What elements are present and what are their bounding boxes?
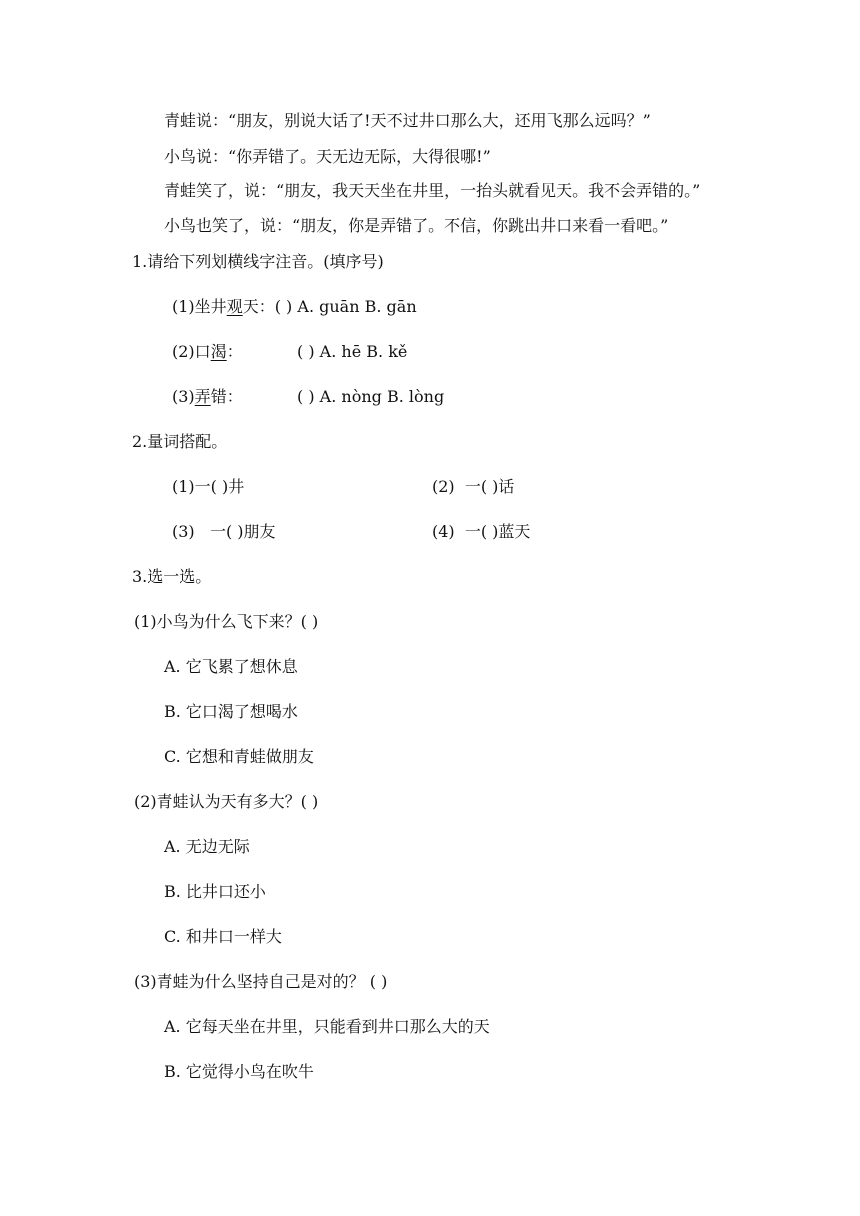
q1-item-3-answer: [297, 387, 444, 407]
item-number: (3): [172, 387, 195, 406]
option-b: B. lòng: [386, 387, 445, 406]
option-a: A. nòng: [319, 387, 382, 406]
q3-option[interactable]: A. 它飞累了想休息: [164, 657, 298, 676]
option-a: A. hē: [319, 342, 362, 361]
item-word-suffix: ：: [226, 342, 243, 361]
answer-blank[interactable]: ( ): [297, 342, 315, 361]
passage-line: 青蛙说：“朋友，别说大话了!天不过井口那么大，还用飞那么远吗？”: [164, 111, 651, 130]
measure-word-blank[interactable]: 一( )朋友: [209, 522, 276, 541]
q3-sub-question: (2)青蛙认为天有多大？( ): [134, 792, 319, 811]
passage-line: 青蛙笑了，说：“朋友，我天天坐在井里，一抬头就看见天。我不会弄错的。”: [164, 181, 701, 200]
q3-option[interactable]: B. 它口渴了想喝水: [164, 702, 298, 721]
q1-item-1: [172, 297, 417, 317]
q1-item-2: [172, 342, 243, 362]
measure-word-blank[interactable]: 一( )话: [464, 477, 515, 496]
question-1-title: 1.请给下列划横线字注音。(填序号): [132, 252, 384, 271]
q3-option[interactable]: A. 无边无际: [164, 837, 250, 856]
q2-item-1: [172, 477, 244, 497]
q1-item-3: [172, 387, 243, 407]
item-number: (2): [172, 342, 195, 361]
option-b: B. kě: [366, 342, 408, 361]
passage-line: 小鸟也笑了，说：“朋友，你是弄错了。不信，你跳出井口来看一看吧。”: [164, 216, 669, 235]
item-word-suffix: 天：: [242, 297, 275, 316]
item-number: (2): [432, 477, 455, 496]
measure-word-blank[interactable]: 一( )井: [194, 477, 245, 496]
item-word-prefix: 坐井: [194, 297, 227, 316]
answer-blank[interactable]: ( ): [274, 297, 293, 316]
q3-sub-question: (3)青蛙为什么坚持自己是对的？ ( ): [134, 972, 388, 991]
answer-blank[interactable]: ( ): [297, 387, 315, 406]
q2-item-3: [172, 522, 276, 542]
item-number: (1): [172, 477, 195, 496]
item-number: (3): [172, 522, 195, 541]
q3-option[interactable]: C. 和井口一样大: [164, 927, 282, 946]
q2-item-2: [432, 477, 514, 497]
underlined-char: 弄: [194, 387, 211, 406]
q2-item-4: [432, 522, 530, 542]
q3-sub-question: (1)小鸟为什么飞下来？( ): [134, 612, 319, 631]
q3-option[interactable]: B. 它觉得小鸟在吹牛: [164, 1062, 314, 1081]
question-3-title: 3.选一选。: [132, 567, 212, 586]
passage-line: 小鸟说：“你弄错了。天无边无际，大得很哪!”: [164, 147, 491, 166]
q3-option[interactable]: B. 比井口还小: [164, 882, 266, 901]
item-number: (1): [172, 297, 195, 316]
underlined-char: 观: [226, 297, 243, 316]
item-word-suffix: 错：: [210, 387, 243, 406]
q3-option[interactable]: A. 它每天坐在井里，只能看到井口那么大的天: [164, 1017, 490, 1036]
option-b: B. gān: [364, 297, 417, 316]
q3-option[interactable]: C. 它想和青蛙做朋友: [164, 747, 314, 766]
item-word-prefix: 口: [194, 342, 211, 361]
q1-item-2-answer: [297, 342, 407, 362]
measure-word-blank[interactable]: 一( )蓝天: [464, 522, 531, 541]
question-2-title: 2.量词搭配。: [132, 432, 228, 451]
item-number: (4): [432, 522, 455, 541]
option-a: A. guān: [297, 297, 360, 316]
underlined-char: 渴: [210, 342, 227, 361]
